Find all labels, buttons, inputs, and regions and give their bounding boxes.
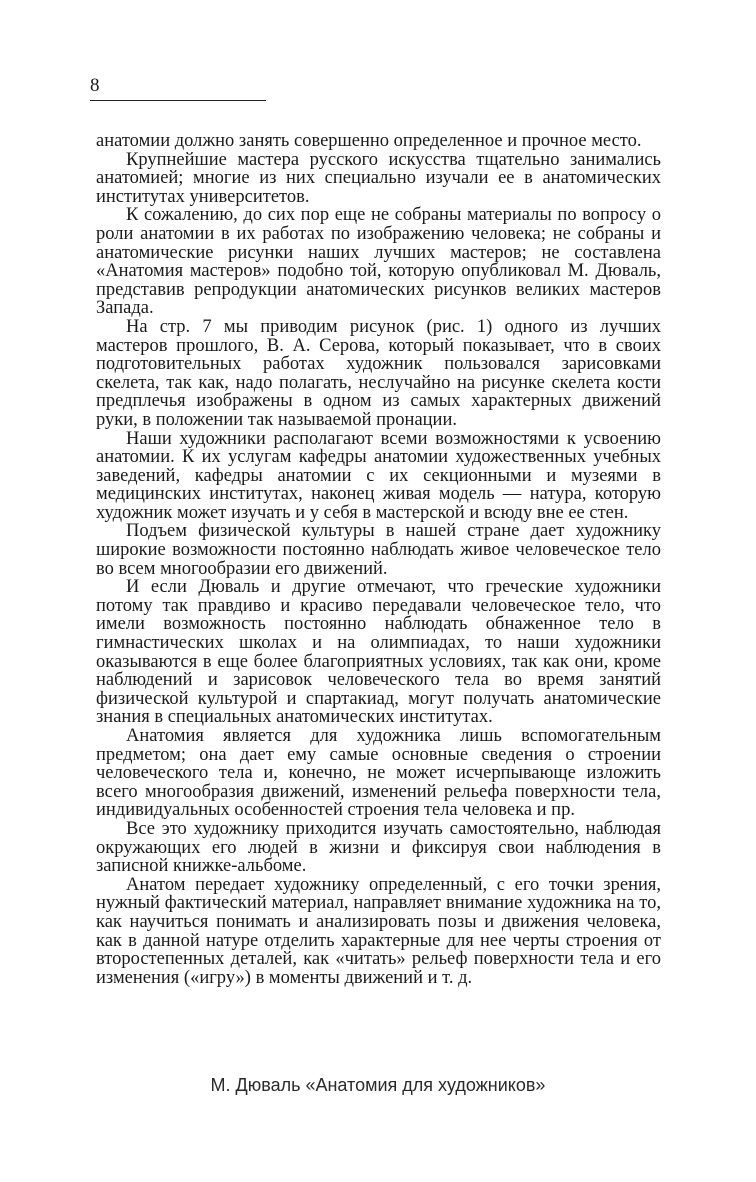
paragraph: Анатом передает художнику определенный, с его точки зрения, нужный фактический материал, направляет внимание художника на то, как научиться понимать и анализировать позы и движения человека, как в данной натуре отделить характерные для нее черты строения от второстепенных деталей, как «читать» рельеф поверхности тела и его изменения («игру») в моменты движений и т. д. [96,874,661,988]
paragraph: Подъем физической культуры в нашей стране дает художнику широкие возможности постоянно наблюдать живое человеческое тело во всем многообразии его движений. [96,521,661,579]
paragraph: Все это художнику приходится изучать самостоятельно, наблюдая окружающих его людей в жизни и фиксируя свои наблюдения в записной книжке-альбоме. [96,818,661,877]
paragraph: К сожалению, до сих пор еще не собраны материалы по вопросу о роли анатомии в их работах по изображению человека; не собраны и анатомические рисунки наших лучших мастеров; не составлена «Анатомия мастеров» подобно той, которую опубликовал М. Дюваль, представив репродукции анатомических рисунков великих мастеров Запада. [96,205,661,319]
paragraph: Наши художники располагают всеми возможностями к усвоению анатомии. К их услугам кафедры анатомии художественных учебных заведений, кафедры анатомии с их секционными и музеями в медицинских институтах, наконец живая модель — натура, которую художник может изучать и у себя в мастерской и всюду вне ее стен. [96,428,661,523]
paragraph: На стр. 7 мы приводим рисунок (рис. 1) одного из лучших мастеров прошлого, В. А. Серова, который показывает, что в своих подготовительных работах художник пользовался зарисовками скелета, так как, надо полагать, неслучайно на рисунке скелета кости предплечья изображены в одном из самых характерных движений руки, в положении так называемой пронации. [96,316,661,430]
page-number: 8 [90,75,100,96]
paragraph: И если Дюваль и другие отмечают, что греческие художники потому так правдиво и красиво передавали человеческое тело, что имели возможность постоянно наблюдать обнаженное тело в гимнастических школах и на олимпиадах, то наши художники оказываются в еще более благоприятных условиях, так как они, кроме наблюдений и зарисовок человеческого тела во время занятий физической культурой и спартакиад, могут получать анатомические знания в специальных анатомических институтах. [96,577,661,728]
paragraph: Анатомия является для художника лишь вспомогательным предметом; она дает ему самые основные сведения о строении человеческого тела и, конечно, не может исчерпывающе изложить всего многообразия движений, изменений рельефа поверхности тела, индивидуальных особенностей строения тела человека и пр. [96,726,661,821]
paragraph: Крупнейшие мастера русского искусства тщательно занимались анатомией; многие из них специально изучали ее в анатомических институтах университетов. [96,149,661,207]
body-text [96,132,661,987]
header-rule [90,100,266,101]
paragraph: анатомии должно занять совершенно определенное и прочное место. [96,131,642,151]
footer-caption: М. Дюваль «Анатомия для художников» [210,1075,546,1095]
